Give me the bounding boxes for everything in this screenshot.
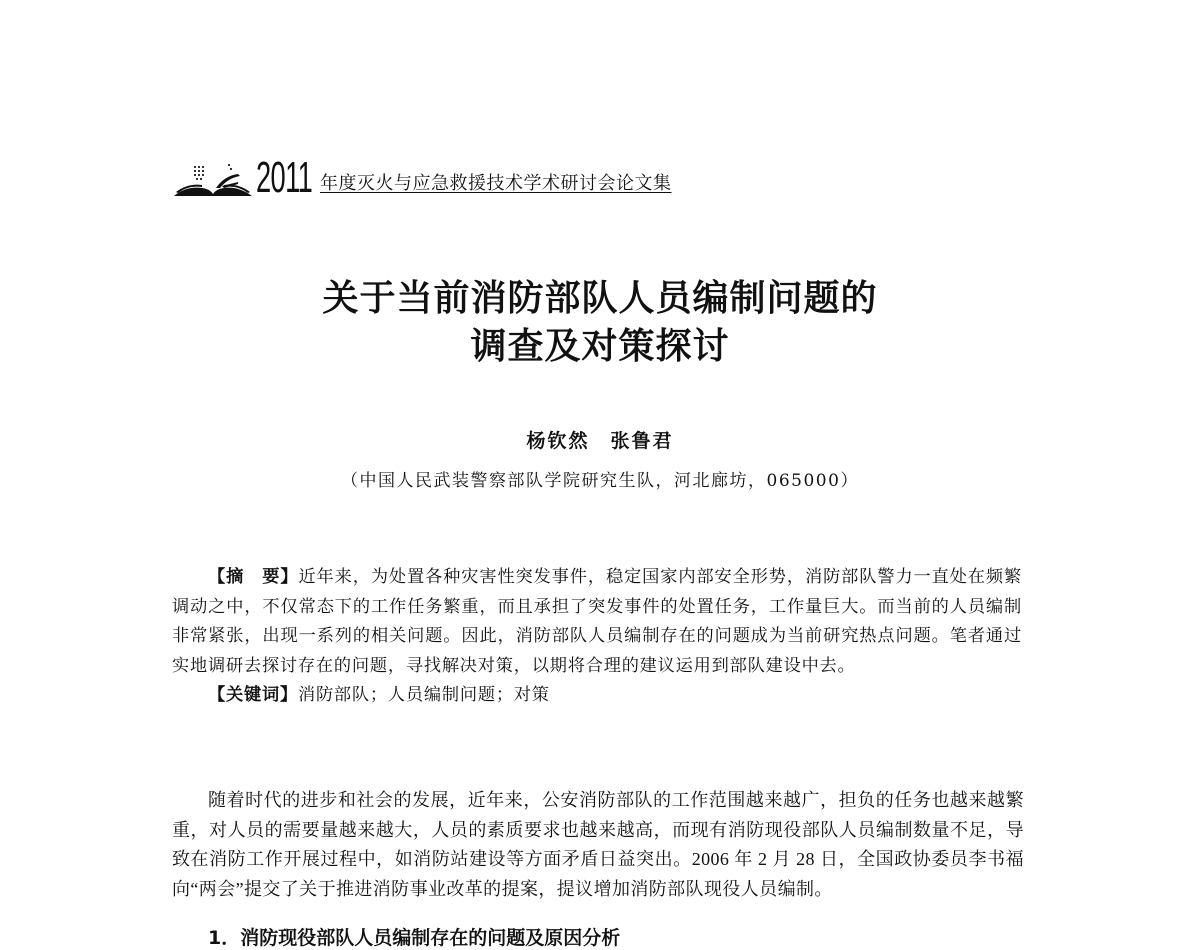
abstract-block xyxy=(172,563,1022,711)
proceedings-header xyxy=(172,150,672,202)
abstract-paragraph xyxy=(172,563,1022,681)
proceedings-year: 2011 xyxy=(256,153,313,202)
keywords-label: 【关键词】 xyxy=(208,685,298,705)
proceedings-series-title: 年度灭火与应急救援技术学术研讨会论文集 xyxy=(320,173,672,194)
keywords-paragraph xyxy=(172,681,1022,711)
paper-title xyxy=(0,274,1200,370)
section-1-heading: 1．消防现役部队人员编制存在的问题及原因分析 xyxy=(208,927,621,949)
paper-authors: 杨钦然 张鲁君 xyxy=(526,430,674,452)
paper-title-line-2: 调查及对策探讨 xyxy=(470,325,730,367)
paper-affiliation: （中国人民武装警察部队学院研究生队，河北廊坊，065000） xyxy=(341,471,859,491)
open-book-icon xyxy=(172,158,254,198)
body-paragraph-1: 随着时代的进步和社会的发展，近年来，公安消防部队的工作范围越来越广，担负的任务也越来越繁重，对人员的需要量越来越大，人员的素质要求也越来越高，而现有消防现役部队人员编制数量不足，导致在消防工作开展过程中，如消防站建设等方面矛盾日益突出。2006 年 2 月 28 日，全国政协委员李书福向“两会”提交了关于推进消防事业改革的提案，提议增加消防部队现役人员编制。 xyxy=(172,790,1024,899)
paper-title-line-1: 关于当前消防部队人员编制问题的 xyxy=(322,277,878,319)
abstract-label: 【摘 要】 xyxy=(208,567,299,587)
keywords-text: 消防部队；人员编制问题；对策 xyxy=(297,685,550,705)
abstract-text: 近年来，为处置各种灾害性突发事件，稳定国家内部安全形势，消防部队警力一直处在频繁调动之中，不仅常态下的工作任务繁重，而且承担了突发事件的处置任务，工作量巨大。而当前的人员编制非常紧张，出现一系列的相关问题。因此，消防部队人员编制存在的问题成为当前研究热点问题。笔者通过实地调研去探讨存在的问题，寻找解决对策，以期将合理的建议运用到部队建设中去。 xyxy=(172,567,1022,676)
